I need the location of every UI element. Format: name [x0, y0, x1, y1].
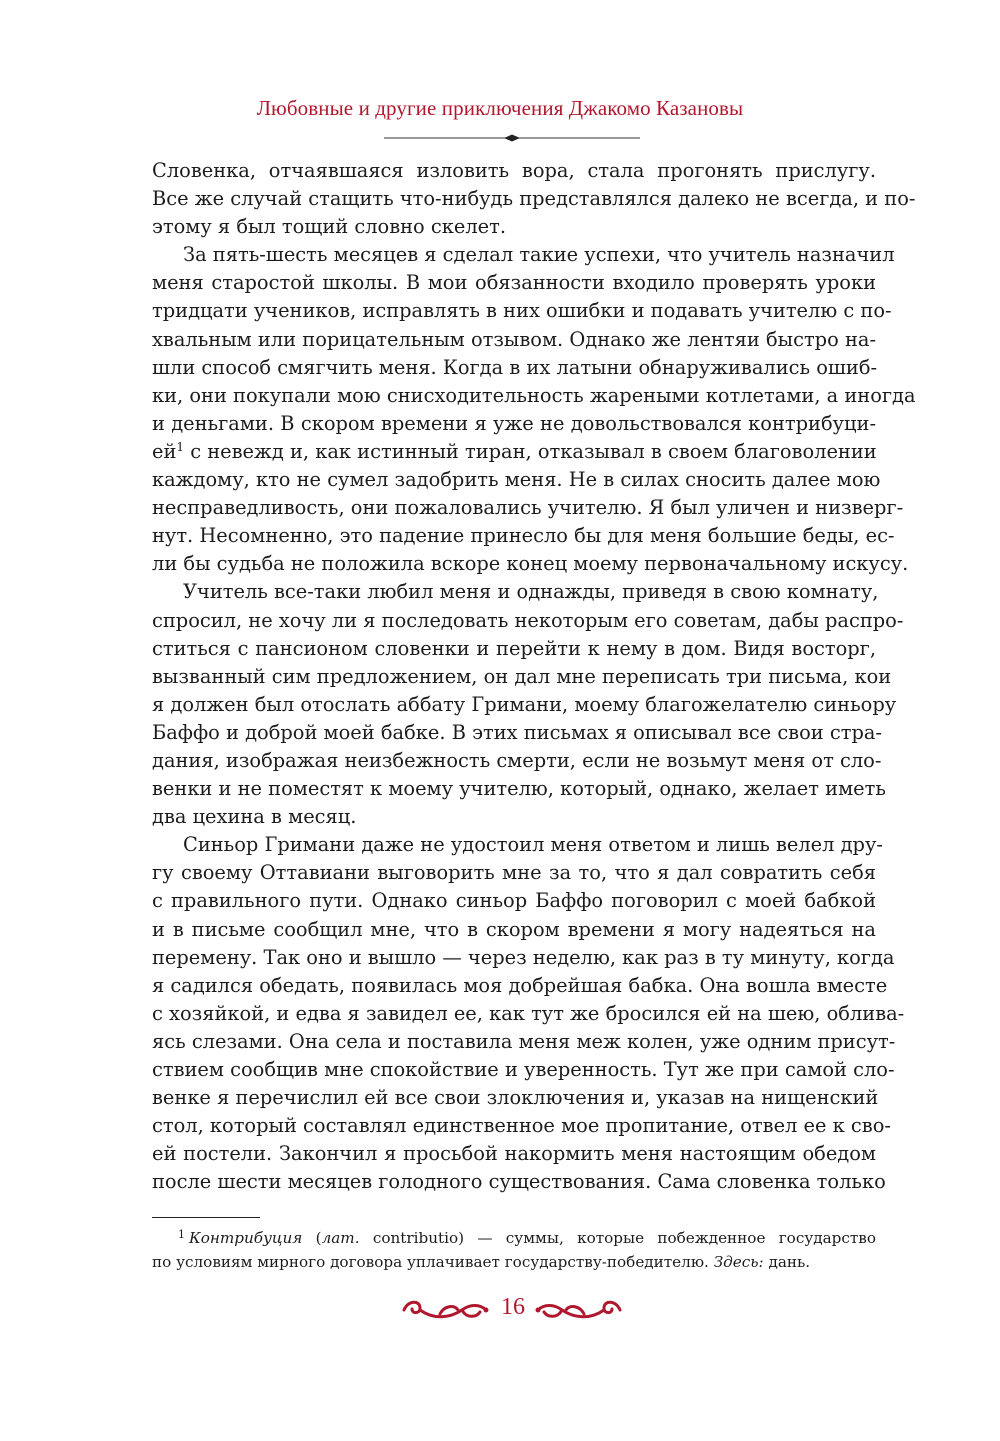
text-line: дания, изображая неизбежность смерти, если не возьмут меня от сло- [152, 748, 882, 772]
text-line: ки, они покупали мою снисходительность жареными котлетами, а иногда [152, 383, 916, 407]
text-line: я садился обедать, появилась моя добрейшая бабка. Она вошла вместе [152, 973, 888, 997]
text-line-with-footnote [152, 438, 876, 466]
text-line: ститься с пансионом словенки и перейти к нему в дом. Видя восторг, [152, 636, 876, 660]
footnote-fragment: по условиям мирного договора уплачивает государству-победителю. [152, 1253, 714, 1271]
running-title: Любовные и другие приключения Джакомо Казановы [256, 96, 744, 120]
text-line: тридцати учеников, исправлять в них ошибки и подавать учителю с по- [152, 299, 892, 323]
text-line: каждому, кто не сумел задобрить меня. Не в силах сносить далее мою [152, 468, 881, 492]
page-footer [0, 1290, 1000, 1330]
text-line: и деньгами. В скором времени я уже не довольствовался контрибуци- [152, 411, 876, 435]
text-line: шли способ смягчить меня. Когда в их латыни обнаруживались ошиб- [152, 355, 878, 379]
footnote-reference[interactable]: 1 [176, 439, 185, 454]
footnote-lang-abbr: лат. [321, 1229, 360, 1247]
footnote-marker: 1 [178, 1228, 185, 1241]
text-line: спросил, не хочу ли я последовать некоторым его советам, дабы распро- [152, 608, 904, 632]
text-line: Баффо и доброй моей бабке. В этих письмах я описывал все свои стра- [152, 720, 882, 744]
text-line: несправедливость, они пожаловались учителю. Я был уличен и низверг- [152, 496, 904, 520]
text-line: ей постели. Закончил я просьбой накормить меня настоящим обедом [152, 1142, 876, 1166]
text-line: и в письме сообщил мне, что в скором времени я могу надеяться на [152, 917, 876, 941]
text-line: Все же случай стащить что-нибудь представлялся далеко не всегда, и по- [152, 187, 916, 211]
text-line: этому я был тощий словно скелет. [152, 215, 507, 239]
text-line: два цехина в месяц. [152, 805, 357, 829]
footnote-here-label: Здесь: [713, 1253, 764, 1271]
text-fragment: ей [152, 439, 177, 463]
left-flourish-ornament [400, 1296, 490, 1324]
footnote-separator [152, 1217, 260, 1218]
text-line: Учитель все-таки любил меня и однажды, приведя в свою комнату, [183, 580, 879, 604]
text-line: венке я перечислил ей все свои злоключения и, указав на нищенский [152, 1086, 879, 1110]
footnote [152, 1226, 876, 1274]
text-line: стол, который составлял единственное мое пропитание, отвел ее к сво- [152, 1114, 891, 1138]
footnote-fragment: ( [302, 1229, 322, 1247]
footnote-term: Контрибуция [189, 1229, 303, 1247]
footnote-line [152, 1226, 876, 1250]
text-line: Синьор Гримани даже не удостоил меня ответом и лишь велел дру- [183, 833, 883, 857]
footnote-fragment: ) — суммы, которые побежденное государство [458, 1229, 876, 1247]
text-line: нут. Несомненно, это падение принесло бы для меня большие беды, ес- [152, 524, 895, 548]
right-flourish-ornament [534, 1296, 624, 1324]
text-line: меня старостой школы. В мои обязанности входило проверять уроки [152, 271, 876, 295]
footnote-fragment: дань. [763, 1253, 811, 1271]
text-line: За пять-шесть месяцев я сделал такие успехи, что учитель назначил [183, 243, 895, 267]
footnote-latin-word: contributio [359, 1229, 459, 1247]
text-line: я должен был отослать аббату Гримани, моему благожелателю синьору [152, 692, 897, 716]
text-line: перемену. Так оно и вышло — через неделю, как раз в ту минуту, когда [152, 945, 895, 969]
text-line: с правильного пути. Однако синьор Баффо поговорил с моей бабкой [152, 889, 876, 913]
page-number: 16 [501, 1294, 525, 1320]
text-line: Словенка, отчаявшаяся изловить вора, стала прогонять прислугу. [152, 159, 876, 182]
text-line: вызванный сим предложением, он дал мне переписать три письма, кои [152, 664, 892, 688]
footnote-line [152, 1250, 876, 1274]
text-line: ясь слезами. Она села и поставила меня меж колен, уже одним присут- [152, 1029, 896, 1053]
text-line: с хозяйкой, и едва я завидел ее, как тут же бросился ей на шею, облива- [152, 1001, 905, 1025]
text-line: венки и не поместят к моему учителю, который, однако, желает иметь [152, 777, 886, 801]
text-line: гу своему Оттавиани выговорить мне за то, что я дал совратить себя [152, 861, 876, 885]
text-line: ли бы судьба не положила вскоре конец моему первоначальному искусу. [152, 552, 909, 576]
text-line: ствием сообщив мне спокойствие и уверенность. Тут же при самой сло- [152, 1058, 895, 1081]
header-divider [384, 133, 640, 143]
body-text [152, 157, 916, 1196]
text-fragment: с невежд и, как истинный тиран, отказывал в своем благоволении [184, 439, 877, 463]
text-line: хвальным или порицательным отзывом. Однако же лентяи быстро на- [152, 327, 876, 351]
text-line: после шести месяцев голодного существования. Сама словенка только [152, 1170, 886, 1194]
